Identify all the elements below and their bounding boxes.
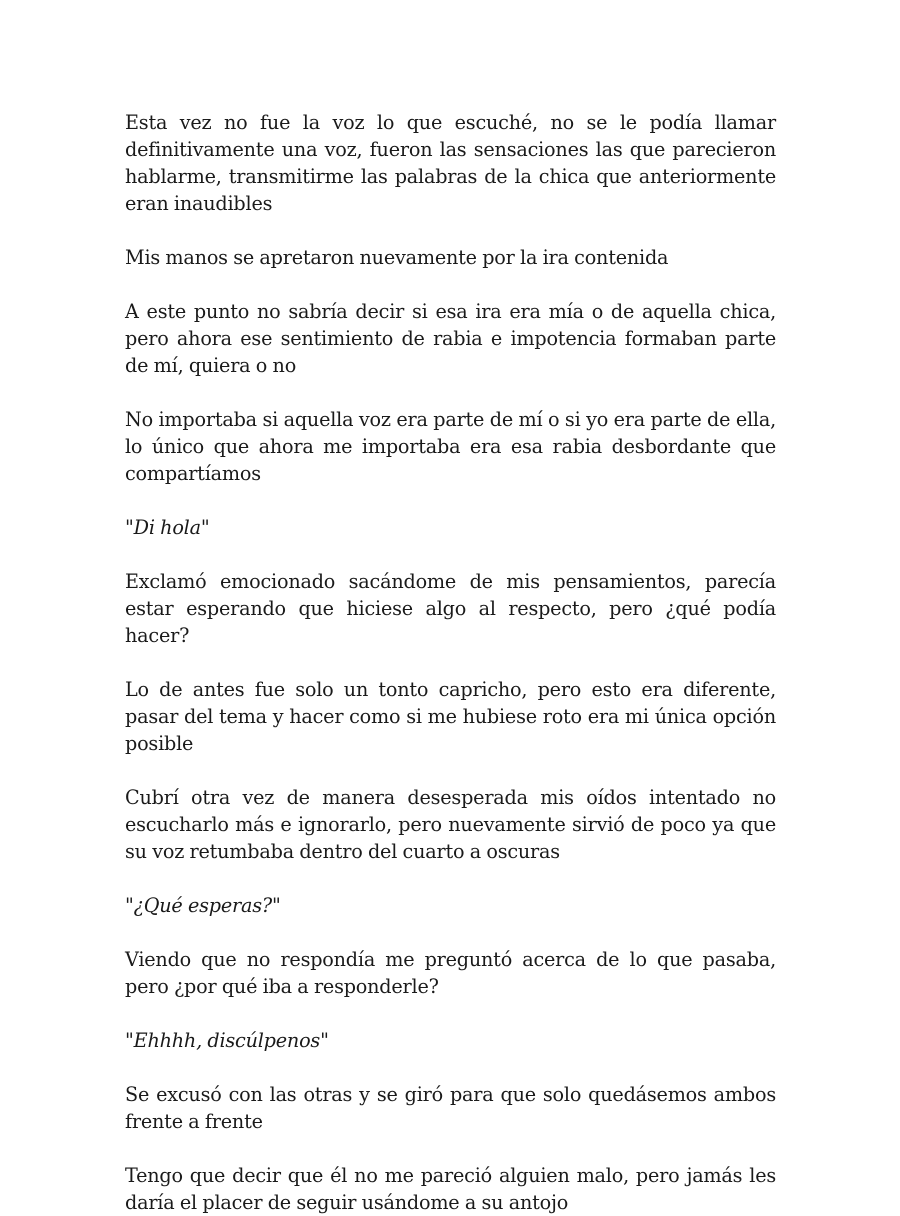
quote-mark-open: " xyxy=(125,894,134,917)
dialogue-quote xyxy=(125,514,776,541)
paragraph: Tengo que decir que él no me pareció alguien malo, pero jamás les daría el placer de seguir usándome a su antojo xyxy=(125,1164,776,1214)
paragraph: Viendo que no respondía me preguntó acerca de lo que pasaba, pero ¿por qué iba a responderle? xyxy=(125,948,776,998)
paragraph: A este punto no sabría decir si esa ira era mía o de aquella chica, pero ahora ese sentimiento de rabia e impotencia formaban parte de mí, quiera o no xyxy=(125,300,776,377)
dialogue-text: ¿Qué esperas? xyxy=(133,894,272,917)
paragraph: Lo de antes fue solo un tonto capricho, pero esto era diferente, pasar del tema y hacer como si me hubiese roto era mi única opción posible xyxy=(125,678,776,755)
quote-mark-close: " xyxy=(200,516,210,539)
dialogue-text: Di hola xyxy=(133,516,201,539)
paragraph: Esta vez no fue la voz lo que escuché, no se le podía llamar definitivamente una voz, fueron las sensaciones las que parecieron hablarme, transmitirme las palabras de la chica que anteriormente eran inaudibles xyxy=(125,111,776,215)
quote-mark-open: " xyxy=(125,516,134,539)
dialogue-quote xyxy=(125,892,776,919)
paragraph: Exclamó emocionado sacándome de mis pensamientos, parecía estar esperando que hiciese algo al respecto, pero ¿qué podía hacer? xyxy=(125,570,776,647)
quote-mark-close: " xyxy=(271,894,281,917)
document-page xyxy=(125,109,776,1216)
paragraph: Cubrí otra vez de manera desesperada mis oídos intentado no escucharlo más e ignorarlo, pero nuevamente sirvió de poco ya que su voz retumbaba dentro del cuarto a oscuras xyxy=(125,786,776,863)
quote-mark-open: " xyxy=(125,1029,134,1052)
paragraph: Mis manos se apretaron nuevamente por la ira contenida xyxy=(125,246,669,269)
quote-mark-close: " xyxy=(320,1029,329,1052)
paragraph: Se excusó con las otras y se giró para que solo quedásemos ambos frente a frente xyxy=(125,1083,776,1133)
paragraph: No importaba si aquella voz era parte de mí o si yo era parte de ella, lo único que ahora me importaba era esa rabia desbordante que compartíamos xyxy=(125,408,776,485)
dialogue-text: Ehhhh, discúlpenos xyxy=(133,1029,321,1052)
dialogue-quote xyxy=(125,1027,776,1054)
